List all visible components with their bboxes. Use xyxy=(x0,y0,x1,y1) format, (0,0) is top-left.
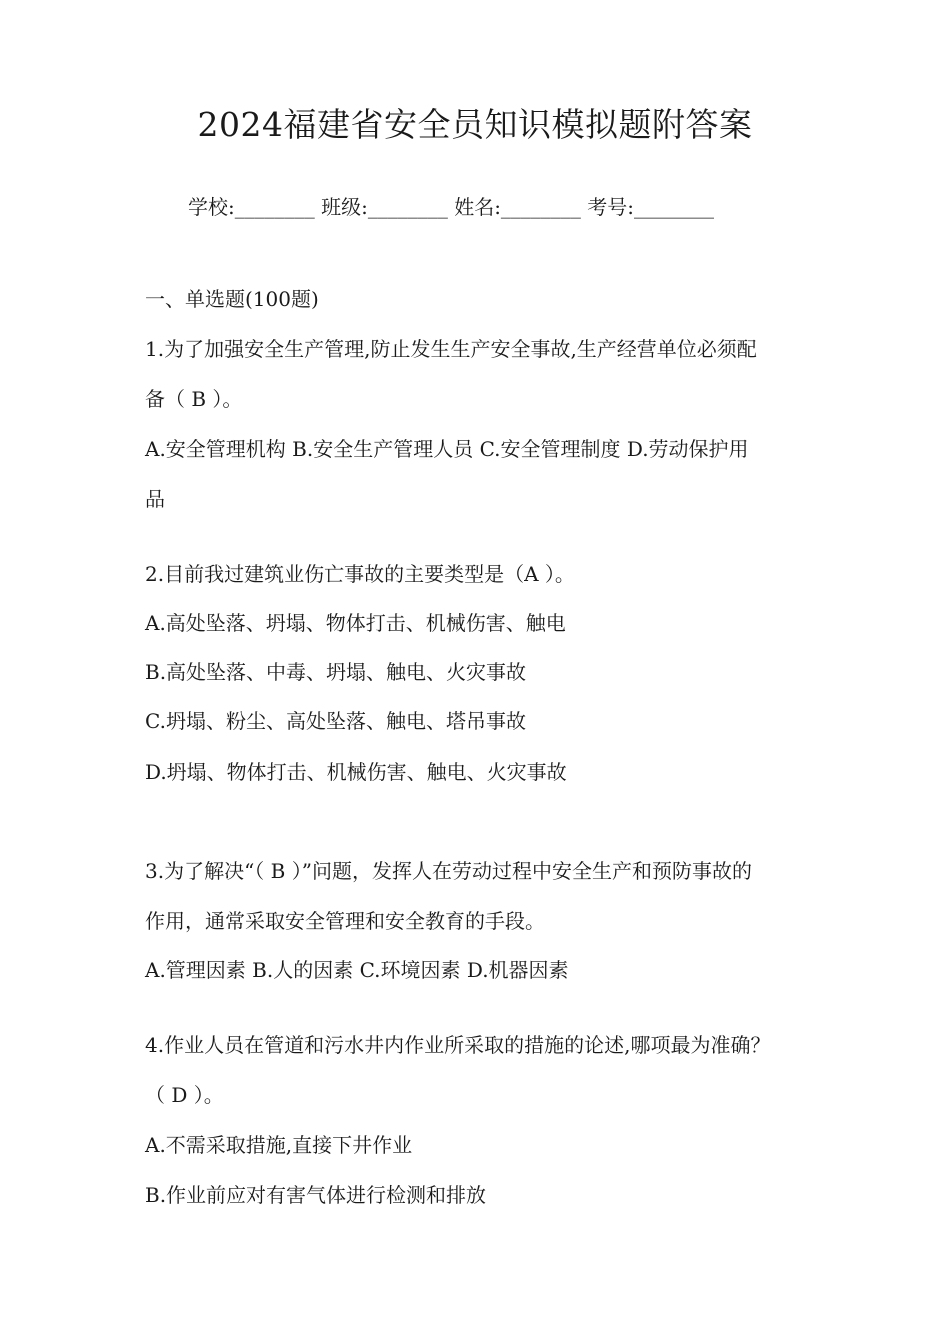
question-4-option-b: B.作业前应对有害气体进行检测和排放 xyxy=(145,1183,487,1207)
question-1-options-line-2: 品 xyxy=(145,487,165,511)
question-2-option-a: A.高处坠落、坍塌、物体打击、机械伤害、触电 xyxy=(145,611,566,635)
question-3-options-line-1: A.管理因素 B.人的因素 C.环境因素 D.机器因素 xyxy=(145,958,569,982)
student-info-line: 学校:________ 班级:________ 姓名:________ 考号:________ xyxy=(188,195,715,219)
question-1-stem-line-1: 1.为了加强安全生产管理,防止发生生产安全事故,生产经营单位必须配 xyxy=(145,337,757,361)
question-4-stem-line-2: （ D ）。 xyxy=(145,1083,224,1107)
question-2-option-c: C.坍塌、粉尘、高处坠落、触电、塔吊事故 xyxy=(145,709,526,733)
question-3-stem-line-2: 作用，通常采取安全管理和安全教育的手段。 xyxy=(145,909,545,933)
question-1-stem-line-2: 备（ B ）。 xyxy=(145,387,243,411)
question-2-stem-line-1: 2.目前我过建筑业伤亡事故的主要类型是（A ）。 xyxy=(145,562,575,586)
question-4-stem-line-1: 4.作业人员在管道和污水井内作业所采取的措施的论述,哪项最为准确？ xyxy=(145,1033,771,1057)
section-heading: 一、单选题(100题) xyxy=(145,287,319,311)
question-2-option-d: D.坍塌、物体打击、机械伤害、触电、火灾事故 xyxy=(145,760,567,784)
question-2-option-b: B.高处坠落、中毒、坍塌、触电、火灾事故 xyxy=(145,660,527,684)
document-title: 2024福建省安全员知识模拟题附答案 xyxy=(197,105,753,144)
question-4-option-a: A.不需采取措施,直接下井作业 xyxy=(145,1133,413,1157)
question-3-stem-line-1: 3.为了解决“（ B ）”问题，发挥人在劳动过程中安全生产和预防事故的 xyxy=(145,859,752,883)
question-1-options-line-1: A.安全管理机构 B.安全生产管理人员 C.安全管理制度 D.劳动保护用 xyxy=(145,437,749,461)
